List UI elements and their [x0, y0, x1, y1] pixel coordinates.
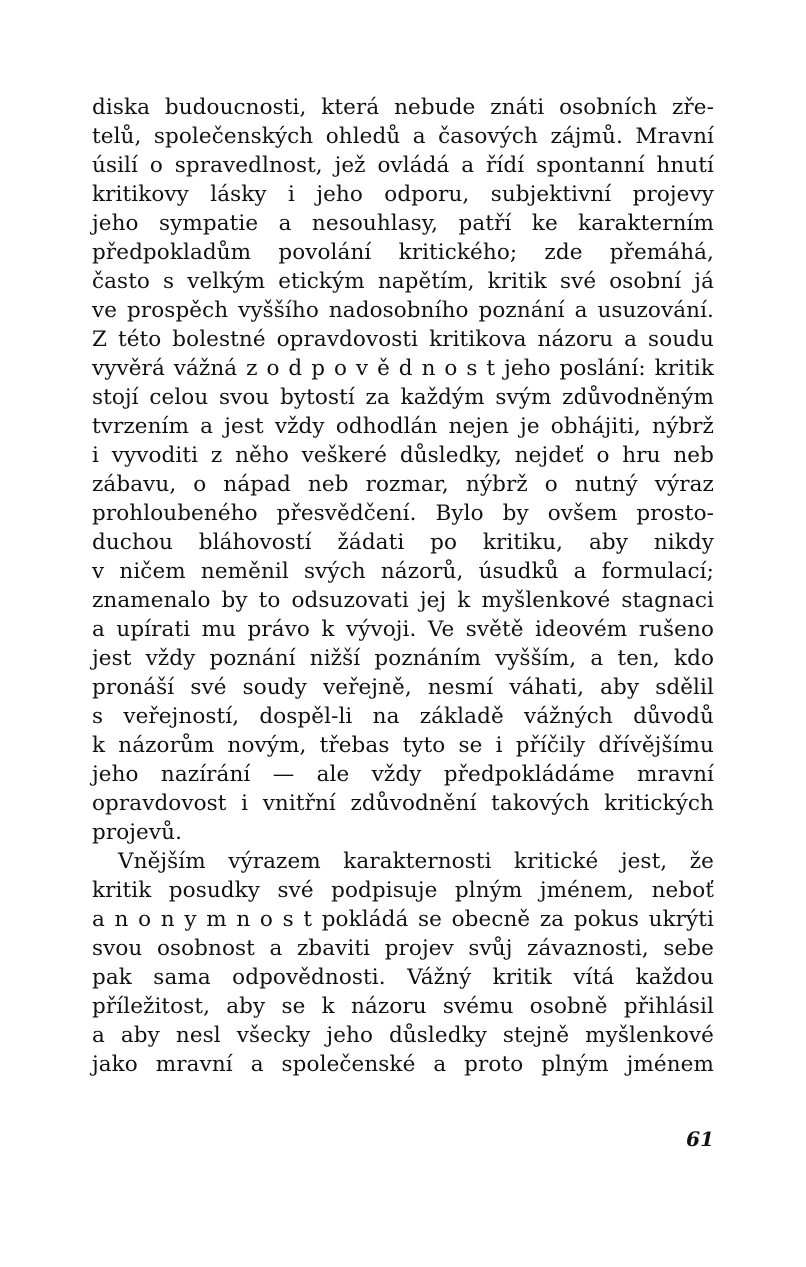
text-line: vyvěrá vážná z o d p o v ě d n o s t jeho poslání: kritik — [92, 356, 714, 381]
text-line: Z této bolestné opravdovosti kritikova názoru a soudu — [92, 327, 714, 352]
paragraph-2 — [92, 847, 714, 1079]
paragraph-1 — [92, 93, 714, 847]
text-line: s veřejností, dospěl-li na základě vážných důvodů — [92, 704, 714, 729]
text-line: kritikovy lásky i jeho odporu, subjektivní projevy — [92, 182, 714, 207]
text-line: pak sama odpovědnosti. Vážný kritik vítá každou — [92, 965, 714, 990]
text-line: a n o n y m n o s t pokládá se obecně za pokus ukrýti — [92, 907, 714, 932]
text-line: pronáší své soudy veřejně, nesmí váhati, aby sdělil — [92, 675, 714, 700]
text-line: znamenalo by to odsuzovati jej k myšlenkové stagnaci — [92, 588, 714, 613]
text-line: jeho sympatie a nesouhlasy, patří ke karakterním — [92, 211, 714, 236]
text-line: příležitost, aby se k názoru svému osobně přihlásil — [92, 994, 714, 1019]
text-line: Vnějším výrazem karakternosti kritické jest, že — [118, 849, 714, 874]
text-line: často s velkým etickým napětím, kritik své osobní já — [92, 269, 714, 294]
text-line: jeho nazírání — ale vždy předpokládáme mravní — [92, 762, 714, 787]
text-line: v ničem neměnil svých názorů, úsudků a formulací; — [92, 559, 714, 584]
text-line: zábavu, o nápad neb rozmar, nýbrž o nutný výraz — [92, 472, 714, 497]
text-line: a upírati mu právo k vývoji. Ve světě ideovém rušeno — [92, 617, 714, 642]
text-line: k názorům novým, třebas tyto se i příčily dřívějšímu — [92, 733, 714, 758]
text-line: projevů. — [92, 820, 183, 845]
body-text — [92, 93, 714, 1079]
text-line: prohloubeného přesvědčení. Bylo by ovšem prosto- — [92, 501, 714, 526]
text-line: telů, společenských ohledů a časových zájmů. Mravní — [92, 124, 714, 149]
text-line: kritik posudky své podpisuje plným jménem, neboť — [92, 878, 714, 903]
text-line: duchou bláhovostí žádati po kritiku, aby nikdy — [92, 530, 714, 555]
text-line: a aby nesl všecky jeho důsledky stejně myšlenkové — [92, 1023, 714, 1048]
text-line: diska budoucnosti, která nebude znáti osobních zře- — [92, 95, 714, 120]
text-line: předpokladům povolání kritického; zde přemáhá, — [92, 240, 714, 265]
text-line: opravdovost i vnitřní zdůvodnění takových kritických — [92, 791, 714, 816]
text-line: jest vždy poznání nižší poznáním vyšším, a ten, kdo — [92, 646, 714, 671]
text-line: ve prospěch vyššího nadosobního poznání a usuzování. — [92, 298, 714, 323]
text-line: jako mravní a společenské a proto plným jménem — [92, 1052, 714, 1077]
text-line: tvrzením a jest vždy odhodlán nejen je obhájiti, nýbrž — [92, 414, 714, 439]
text-line: svou osobnost a zbaviti projev svůj závaznosti, sebe — [92, 936, 714, 961]
page-number: 61 — [686, 1127, 714, 1151]
text-line: úsilí o spravedlnost, jež ovládá a řídí spontanní hnutí — [92, 153, 714, 178]
text-line: stojí celou svou bytostí za každým svým zdůvodněným — [92, 385, 714, 410]
text-line: i vyvoditi z něho veškeré důsledky, nejdeť o hru neb — [92, 443, 714, 468]
